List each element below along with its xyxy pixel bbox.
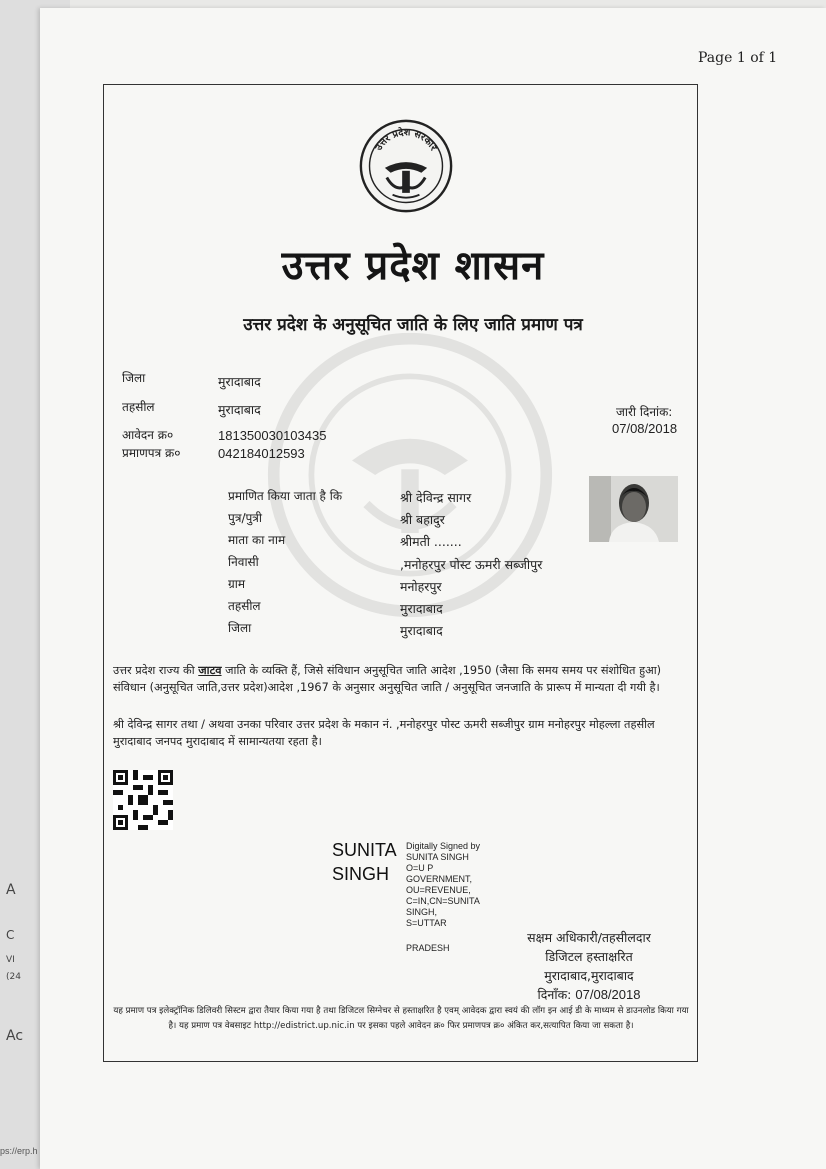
authority-designation: सक्षम अधिकारी/तहसीलदार bbox=[527, 930, 651, 945]
detail-district-label: जिला bbox=[228, 621, 252, 635]
signature-line: SUNITA SINGH bbox=[406, 852, 469, 862]
signer-name bbox=[332, 838, 412, 886]
watermark-emblem bbox=[265, 330, 555, 620]
footer-note: यह प्रमाण पत्र इलेक्ट्रॉनिक डिलिवरी सिस्टम द्वारा तैयार किया गया है तथा डिजिटल सिग्नेचर से हस्ताक्षरित है एवम् आवेदक द्वारा स्वयं की लॉग इन आई डी के माध्यम से डाउनलोड किया गया है। यह प्रमाण पत्र वेबसाइट http://edistrict.up.nic.in पर इसका पहले आवेदन क्र० फिर प्रमाणपत्र क्र० अंकित कर,सत्यापित किया जा सकता है। bbox=[113, 1006, 689, 1031]
residence-statement: श्री देविन्द्र सागर तथा / अथवा उनका परिवार उत्तर प्रदेश के मकान नं. ,मनोहरपुर पोस्ट ऊमरी सब्जीपुर ग्राम मनोहरपुर मोहल्ला तहसील मुरादाबाद जनपद मुरादाबाद में सामान्यतया रहता है। bbox=[113, 718, 655, 748]
application-number-value: 181350030103435 bbox=[218, 428, 327, 443]
authority-block bbox=[509, 928, 669, 1004]
tehsil-value: मुरादाबाद bbox=[218, 402, 261, 417]
signature-line: SINGH, bbox=[406, 907, 438, 917]
certificate-title: उत्तर प्रदेश के अनुसूचित जाति के लिए जाति प्रमाण पत्र bbox=[243, 315, 583, 335]
district-value: मुरादाबाद bbox=[218, 374, 261, 389]
under-fragment: Ac bbox=[6, 1028, 24, 1044]
signature-line: Digitally Signed by bbox=[406, 841, 481, 851]
digital-signature-details bbox=[406, 841, 516, 929]
son-daughter-label: पुत्र/पुत्री bbox=[228, 511, 263, 525]
detail-tehsil-label: तहसील bbox=[228, 599, 261, 613]
signature-line: S=UTTAR bbox=[406, 918, 447, 928]
mother-name: श्रीमती ....... bbox=[400, 534, 462, 549]
digitally-signed-label: डिजिटल हस्ताक्षरित bbox=[545, 949, 633, 964]
caste-name: जाटव bbox=[198, 664, 222, 677]
resident-label: निवासी bbox=[228, 555, 259, 569]
under-fragment: A bbox=[6, 882, 16, 898]
under-fragment: VI bbox=[6, 955, 15, 965]
caste-statement-prefix: उत्तर प्रदेश राज्य की bbox=[113, 664, 195, 677]
signature-line: C=IN,CN=SUNITA bbox=[406, 896, 480, 906]
certificate-number-label: प्रमाणपत्र क्र० bbox=[122, 446, 181, 460]
father-name: श्री बहादुर bbox=[400, 512, 445, 527]
signature-line: O=U P bbox=[406, 863, 434, 873]
detail-tehsil-value: मुरादाबाद bbox=[400, 601, 443, 616]
certify-label: प्रमाणित किया जाता है कि bbox=[228, 489, 343, 503]
tehsil-label: तहसील bbox=[122, 400, 155, 414]
issue-date-value: 07/08/2018 bbox=[612, 421, 678, 436]
resident-value: ,मनोहरपुर पोस्ट ऊमरी सब्जीपुर bbox=[400, 557, 543, 572]
page-number: Page 1 of 1 bbox=[698, 50, 778, 66]
application-number-label: आवेदन क्र० bbox=[122, 428, 174, 442]
authority-place: मुरादाबाद,मुरादाबाद bbox=[544, 968, 634, 983]
up-government-emblem bbox=[358, 118, 454, 214]
signature-pradesh: PRADESH bbox=[406, 943, 450, 953]
signature-line: OU=REVENUE, bbox=[406, 885, 471, 895]
applicant-name: श्री देविन्द्र सागर bbox=[400, 490, 472, 505]
government-title: उत्तर प्रदेश शासन bbox=[281, 242, 545, 289]
bottom-url-fragment: ps://erp.h bbox=[0, 1146, 38, 1156]
signer-name-line: SINGH bbox=[332, 864, 390, 884]
emblem-text: उत्तर प्रदेश सरकार bbox=[373, 127, 439, 153]
authority-date-label: दिनाँक: bbox=[537, 987, 572, 1002]
qr-code bbox=[113, 770, 173, 830]
district-label: जिला bbox=[122, 371, 146, 385]
village-label: ग्राम bbox=[228, 577, 246, 591]
signer-name-line: SUNITA bbox=[332, 840, 397, 860]
detail-district-value: मुरादाबाद bbox=[400, 623, 443, 638]
under-fragment: (24 bbox=[6, 972, 21, 982]
mother-name-label: माता का नाम bbox=[228, 533, 286, 547]
caste-statement bbox=[113, 662, 685, 696]
under-fragment: C bbox=[6, 928, 15, 942]
village-value: मनोहरपुर bbox=[400, 579, 442, 594]
applicant-photo bbox=[589, 476, 678, 542]
authority-date-value: 07/08/2018 bbox=[575, 987, 641, 1002]
signature-line: GOVERNMENT, bbox=[406, 874, 473, 884]
issue-date-label: जारी दिनांक: bbox=[616, 405, 673, 419]
certificate-number-value: 042184012593 bbox=[218, 446, 305, 461]
caste-statement-rest: जाति के व्यक्ति हैं, जिसे संविधान अनुसूचित जाति आदेश ,1950 (जैसा कि समय समय पर संशोधित हुआ) संविधान (अनुसूचित जाति,उत्तर प्रदेश)आदेश ,1967 के अनुसार अनुसूचित जाति / अनुसूचित जनजाति के प्रारूप में मान्यता दी गयी है। bbox=[113, 664, 662, 694]
